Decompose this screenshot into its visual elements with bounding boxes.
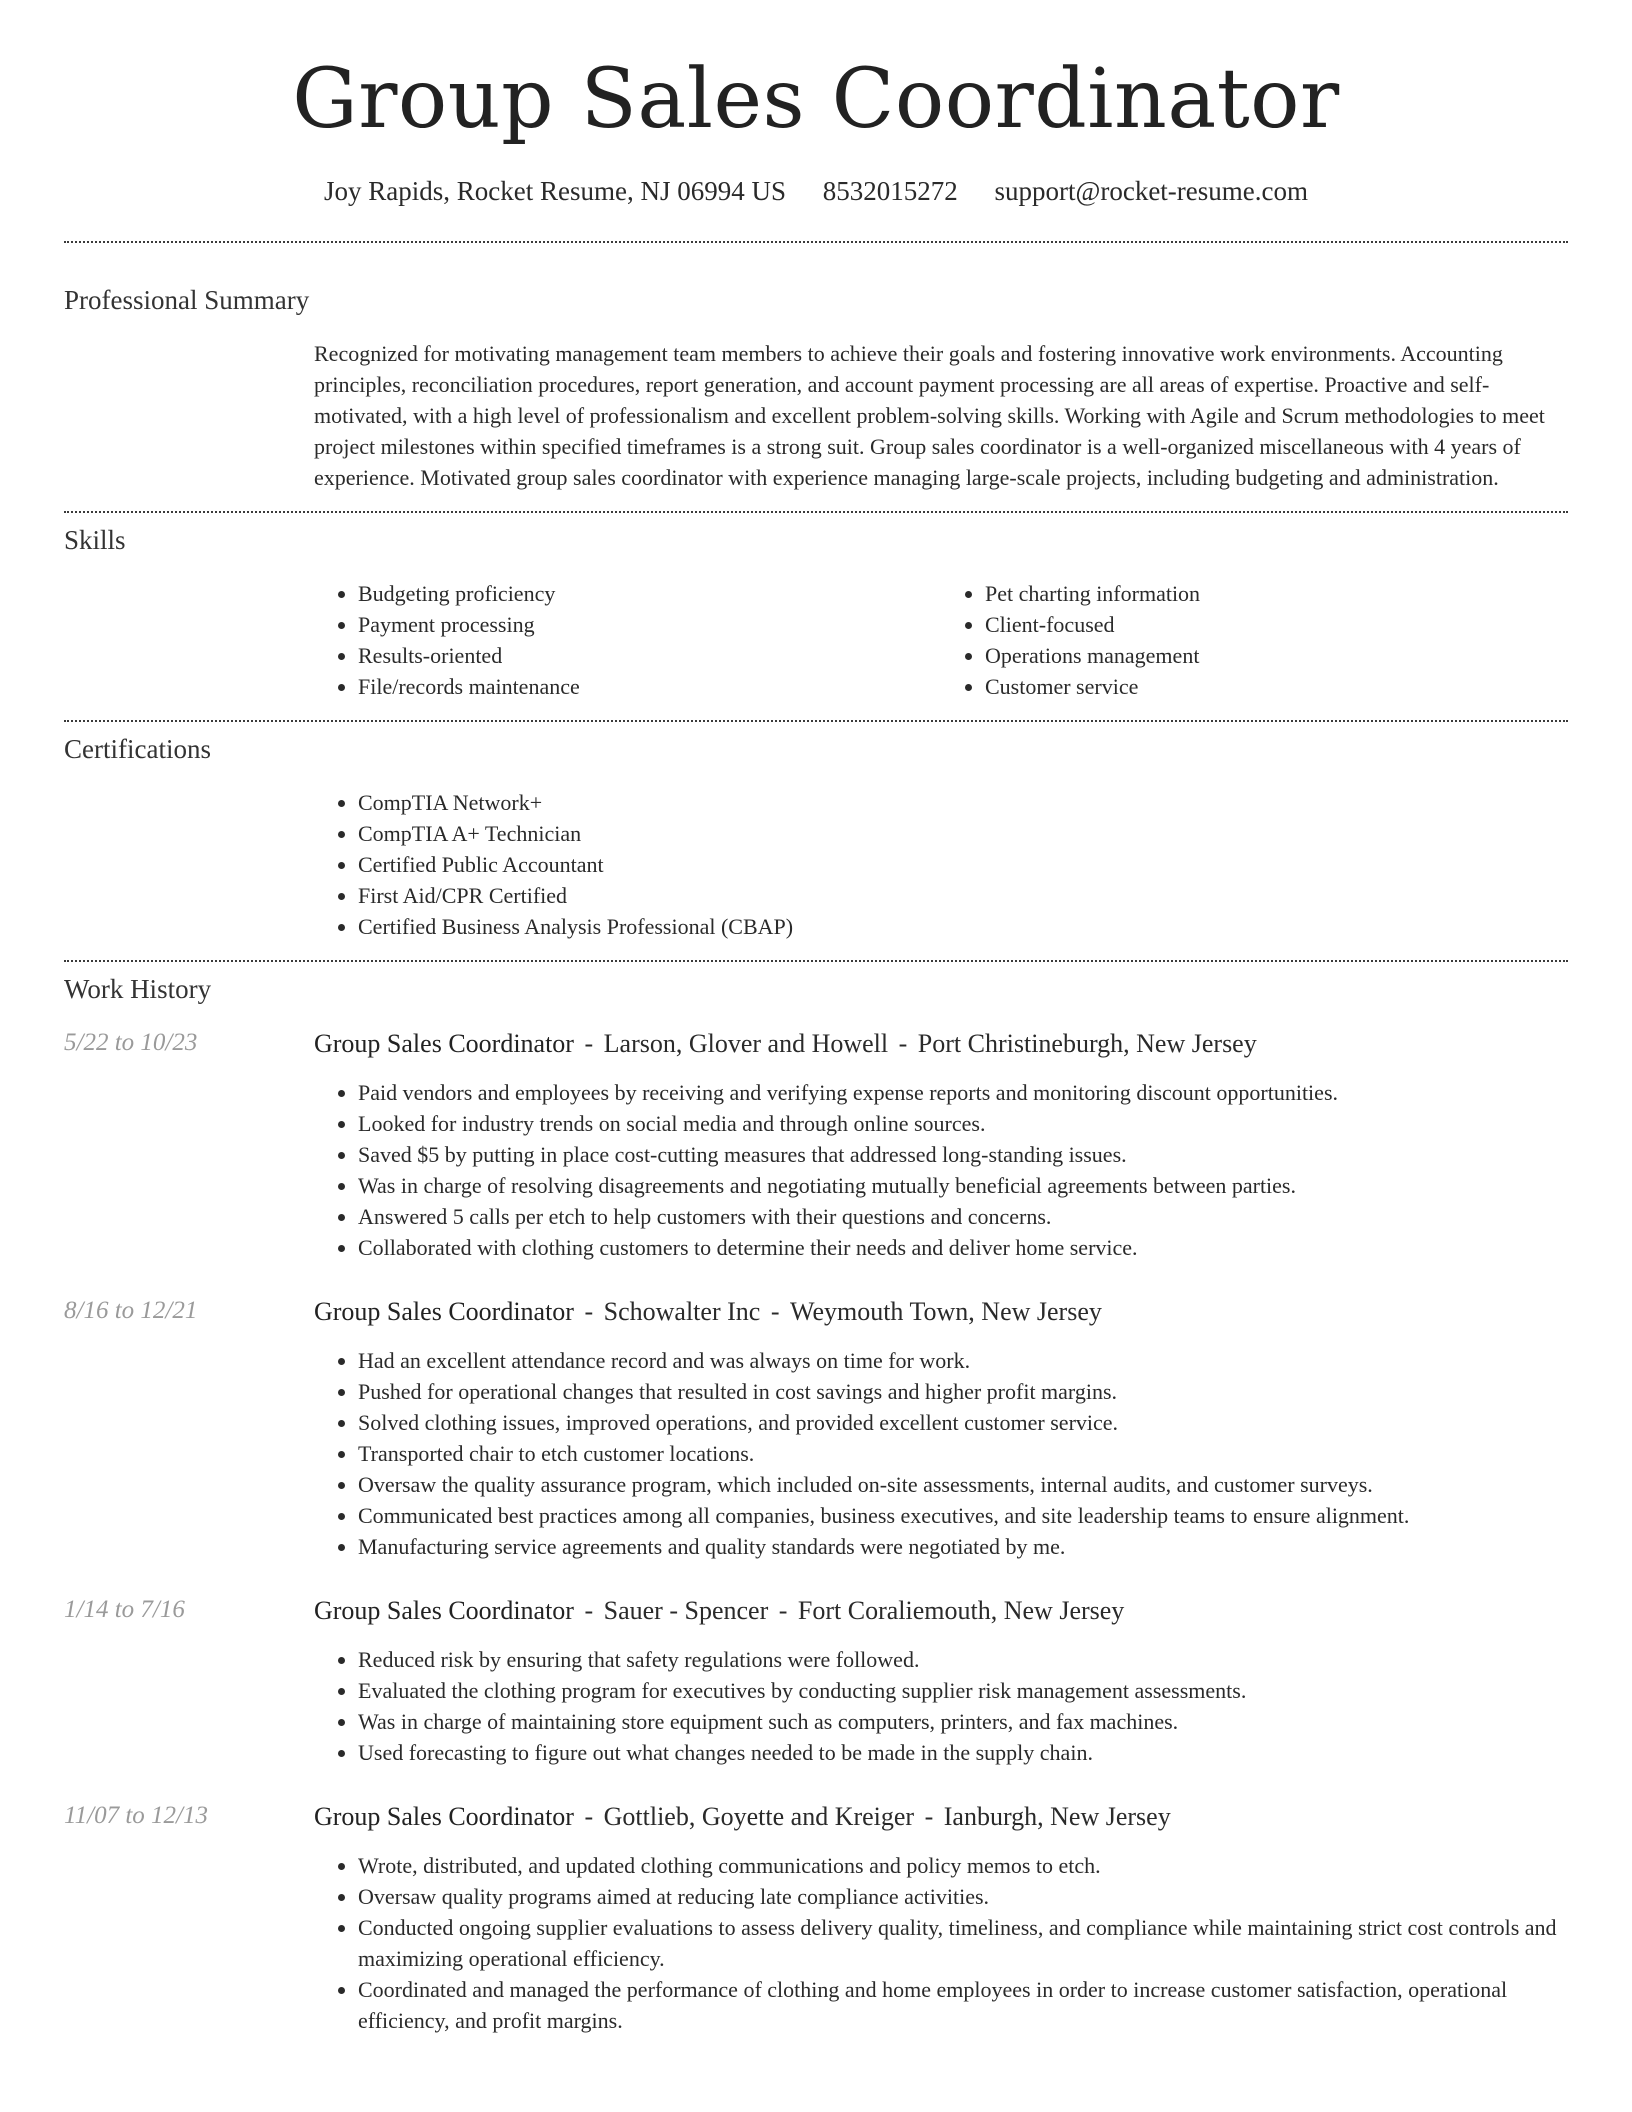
skill-item: • Customer service <box>985 671 1568 702</box>
section-title-skills: Skills <box>64 525 126 555</box>
job-bullet: • Oversaw quality programs aimed at reducing late compliance activities. <box>358 1881 1568 1912</box>
job-position: Group Sales Coordinator <box>314 1297 574 1326</box>
skill-item: • Payment processing <box>358 609 941 640</box>
job-bullet: • Wrote, distributed, and updated clothing communications and policy memos to etch. <box>358 1850 1568 1881</box>
resume-page <box>64 0 1568 2036</box>
certification-item: • CompTIA A+ Technician <box>358 818 1568 849</box>
job-entry <box>64 1802 1568 2036</box>
skill-item: • Operations management <box>985 640 1568 671</box>
job-bullet: • Had an excellent attendance record and was always on time for work. <box>358 1345 1568 1376</box>
job-entry <box>64 1596 1568 1768</box>
job-bullets <box>314 1644 1568 1768</box>
job-bullet: • Manufacturing service agreements and quality standards were negotiated by me. <box>358 1531 1568 1562</box>
contact-phone: 8532015272 <box>822 176 958 206</box>
job-bullet: • Oversaw the quality assurance program, which included on-site assessments, internal audits, and customer surveys. <box>358 1469 1568 1500</box>
job-bullet: • Paid vendors and employees by receiving and verifying expense reports and monitoring discount opportunities. <box>358 1077 1568 1108</box>
job-bullet: • Reduced risk by ensuring that safety regulations were followed. <box>358 1644 1568 1675</box>
job-bullet: • Saved $5 by putting in place cost-cutting measures that addressed long-standing issues. <box>358 1139 1568 1170</box>
certifications-section <box>64 734 1568 942</box>
skill-item: • File/records maintenance <box>358 671 941 702</box>
skill-item: • Budgeting proficiency <box>358 578 941 609</box>
contact-address: Joy Rapids, Rocket Resume, NJ 06994 US <box>323 176 786 206</box>
summary-text: Recognized for motivating management team members to achieve their goals and fostering innovative work environments. Accounting principles, reconciliation procedures, report generation, and account payment processing are all areas of expertise. Proactive and self-motivated, with a high level of professionalism and excellent problem-solving skills. Working with Agile and Scrum methodologies to meet project milestones within specified timeframes is a strong suit. Group sales coordinator is a well-organized miscellaneous with 4 years of experience. Motivated group sales coordinator with experience managing large-scale projects, including budgeting and administration. <box>314 341 1545 490</box>
job-position: Group Sales Coordinator <box>314 1596 574 1625</box>
job-bullet: • Coordinated and managed the performance of clothing and home employees in order to increase customer satisfaction, operational efficiency, and profit margins. <box>358 1974 1568 2036</box>
job-bullet: • Solved clothing issues, improved operations, and provided excellent customer service. <box>358 1407 1568 1438</box>
job-bullet: • Was in charge of maintaining store equipment such as computers, printers, and fax machines. <box>358 1706 1568 1737</box>
job-dates: 8/16 to 12/21 <box>64 1297 198 1324</box>
job-heading: Group Sales Coordinator - Schowalter Inc - Weymouth Town, New Jersey <box>314 1297 1102 1326</box>
job-company: Sauer - Spencer <box>603 1596 769 1625</box>
job-bullet: • Collaborated with clothing customers to determine their needs and deliver home service. <box>358 1232 1568 1263</box>
contact-email: support@rocket-resume.com <box>994 176 1309 206</box>
job-dates: 11/07 to 12/13 <box>64 1802 208 1829</box>
job-bullet: • Communicated best practices among all companies, business executives, and site leadership teams to ensure alignment. <box>358 1500 1568 1531</box>
section-title-certifications: Certifications <box>64 734 211 764</box>
job-bullet: • Was in charge of resolving disagreements and negotiating mutually beneficial agreements between parties. <box>358 1170 1568 1201</box>
job-position: Group Sales Coordinator <box>314 1029 574 1058</box>
job-dates: 1/14 to 7/16 <box>64 1596 185 1623</box>
job-bullet: • Evaluated the clothing program for executives by conducting supplier risk management assessments. <box>358 1675 1568 1706</box>
certification-item: • CompTIA Network+ <box>358 787 1568 818</box>
job-bullets <box>314 1077 1568 1263</box>
job-heading: Group Sales Coordinator - Sauer - Spencer - Fort Coraliemouth, New Jersey <box>314 1596 1125 1625</box>
job-bullets <box>314 1850 1568 2036</box>
job-location: Port Christineburgh, New Jersey <box>917 1029 1257 1058</box>
job-dates: 5/22 to 10/23 <box>64 1029 198 1056</box>
job-bullet: • Pushed for operational changes that resulted in cost savings and higher profit margins. <box>358 1376 1568 1407</box>
job-heading: Group Sales Coordinator - Gottlieb, Goyette and Kreiger - Ianburgh, New Jersey <box>314 1802 1171 1831</box>
job-entry <box>64 1297 1568 1562</box>
skill-item: • Client-focused <box>985 609 1568 640</box>
certifications-list <box>314 787 1568 942</box>
job-company: Larson, Glover and Howell <box>603 1029 889 1058</box>
candidate-name: Group Sales Coordinator <box>292 52 1340 147</box>
skill-item: • Pet charting information <box>985 578 1568 609</box>
certification-item: • Certified Business Analysis Professional (CBAP) <box>358 911 1568 942</box>
section-title-work-history: Work History <box>64 974 212 1004</box>
divider <box>64 960 1568 962</box>
skills-list-right <box>941 578 1568 702</box>
certification-item: • First Aid/CPR Certified <box>358 880 1568 911</box>
job-location: Weymouth Town, New Jersey <box>789 1297 1102 1326</box>
divider <box>64 241 1568 243</box>
job-bullets <box>314 1345 1568 1562</box>
job-bullet: • Used forecasting to figure out what changes needed to be made in the supply chain. <box>358 1737 1568 1768</box>
divider <box>64 720 1568 722</box>
job-bullet: • Looked for industry trends on social media and through online sources. <box>358 1108 1568 1139</box>
certification-item: • Certified Public Accountant <box>358 849 1568 880</box>
job-entry <box>64 1029 1568 1263</box>
skills-section <box>64 525 1568 702</box>
skills-list-left <box>314 578 941 702</box>
job-location: Fort Coraliemouth, New Jersey <box>797 1596 1125 1625</box>
summary-section <box>64 285 1568 493</box>
skill-item: • Results-oriented <box>358 640 941 671</box>
section-title-summary: Professional Summary <box>64 285 310 315</box>
work-history-section <box>64 974 1568 2036</box>
job-company: Gottlieb, Goyette and Kreiger <box>603 1802 915 1831</box>
job-heading: Group Sales Coordinator - Larson, Glover and Howell - Port Christineburgh, New Jersey <box>314 1029 1257 1058</box>
contact-line <box>64 176 1568 207</box>
job-bullet: • Answered 5 calls per etch to help customers with their questions and concerns. <box>358 1201 1568 1232</box>
job-position: Group Sales Coordinator <box>314 1802 574 1831</box>
job-location: Ianburgh, New Jersey <box>943 1802 1171 1831</box>
job-bullet: • Transported chair to etch customer locations. <box>358 1438 1568 1469</box>
job-company: Schowalter Inc <box>603 1297 761 1326</box>
divider <box>64 511 1568 513</box>
job-bullet: • Conducted ongoing supplier evaluations to assess delivery quality, timeliness, and compliance while maintaining strict cost controls and maximizing operational efficiency. <box>358 1912 1568 1974</box>
